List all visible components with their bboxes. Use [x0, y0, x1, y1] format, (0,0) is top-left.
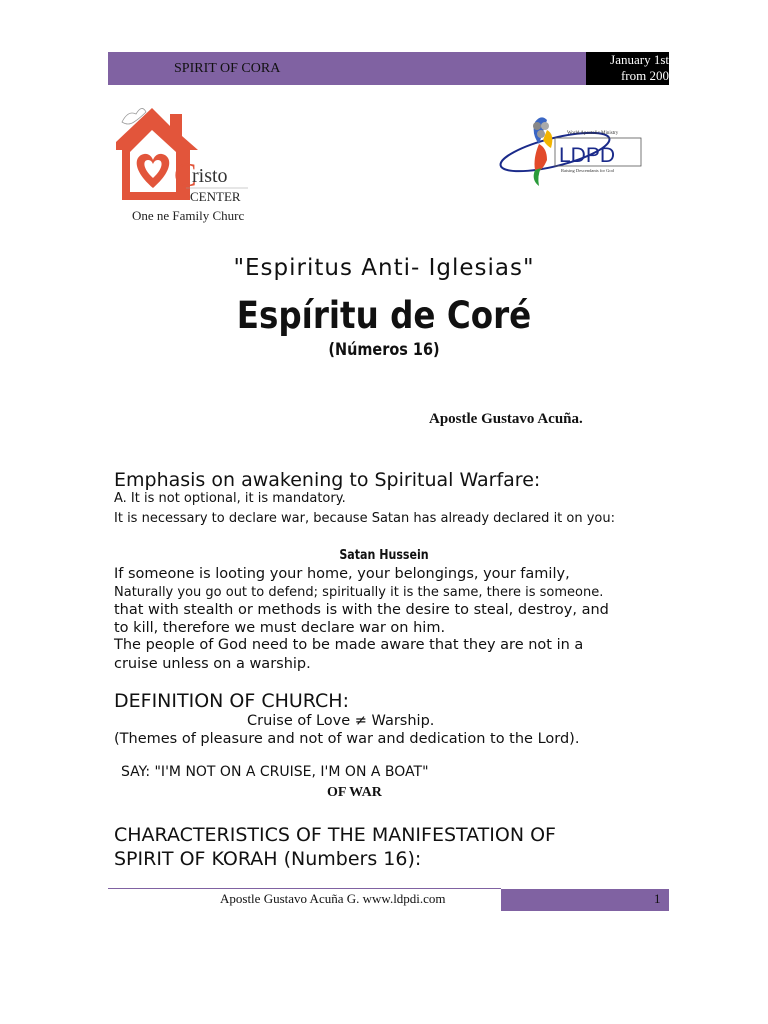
paragraph-line-1: If someone is looting your home, your belongings, your family, — [114, 566, 570, 582]
header-date-line1: January 1st — [610, 52, 669, 67]
house-heart-icon — [112, 100, 250, 228]
svg-text:CENTER: CENTER — [190, 189, 241, 204]
satan-heading: Satan Hussein — [339, 548, 429, 563]
author-name: Apostle Gustavo Acuña. — [429, 411, 583, 427]
svg-text:One ne Family Churc: One ne Family Churc — [132, 208, 245, 223]
paragraph-line-4: to kill, therefore we must declare war on him. — [114, 620, 446, 636]
definition-heading: DEFINITION OF CHURCH: — [114, 690, 349, 712]
footer-bar — [501, 889, 669, 911]
footer-text: Apostle Gustavo Acuña G. www.ldpdi.com — [220, 891, 446, 906]
svg-text:LDPD: LDPD — [559, 144, 616, 167]
paragraph-line-5: The people of God need to be made aware that they are not in a — [114, 637, 584, 653]
header-date-line2: from 200 — [620, 68, 669, 83]
svg-text:risto: risto — [192, 165, 228, 187]
page-title: Espíritu de Coré — [236, 294, 532, 337]
text-line-a: A. It is not optional, it is mandatory. — [114, 491, 346, 506]
scripture-reference: (Números 16) — [328, 340, 440, 360]
paragraph-line-3: that with stealth or methods is with the desire to steal, destroy, and — [114, 602, 609, 618]
svg-text:C: C — [174, 157, 197, 194]
page-number: 1 — [654, 891, 661, 906]
say-line: SAY: "I'M NOT ON A CRUISE, I'M ON A BOAT" — [121, 764, 429, 780]
definition-line-1: Cruise of Love ≠ Warship. — [247, 713, 435, 729]
definition-line-2: (Themes of pleasure and not of war and dedication to the Lord). — [114, 731, 580, 747]
paragraph-line-6: cruise unless on a warship. — [114, 656, 311, 672]
header-date-box — [586, 52, 669, 85]
section-heading-emphasis: Emphasis on awakening to Spiritual Warfare: — [114, 469, 541, 491]
footer-rule — [108, 888, 501, 889]
characteristics-line-2: SPIRIT OF KORAH (Numbers 16): — [114, 848, 422, 870]
ldpd-logo — [495, 104, 655, 196]
characteristics-heading — [114, 823, 556, 871]
subtitle: "Espiritus Anti- Iglesias" — [233, 255, 535, 281]
paragraph-line-2: Naturally you go out to defend; spiritually it is the same, there is someone. — [114, 585, 604, 600]
svg-text:World Apostolic Ministry: World Apostolic Ministry — [567, 131, 619, 136]
header-title: SPIRIT OF CORA — [174, 61, 281, 76]
ldpd-emblem-icon — [495, 104, 655, 196]
characteristics-line-1: CHARACTERISTICS OF THE MANIFESTATION OF — [114, 824, 556, 846]
svg-text:Raising Descendants for God: Raising Descendants for God — [561, 168, 614, 173]
cristo-center-logo — [112, 100, 250, 228]
text-line-b: It is necessary to declare war, because Satan has already declared it on you: — [114, 511, 616, 526]
of-war-text: OF WAR — [327, 785, 382, 800]
